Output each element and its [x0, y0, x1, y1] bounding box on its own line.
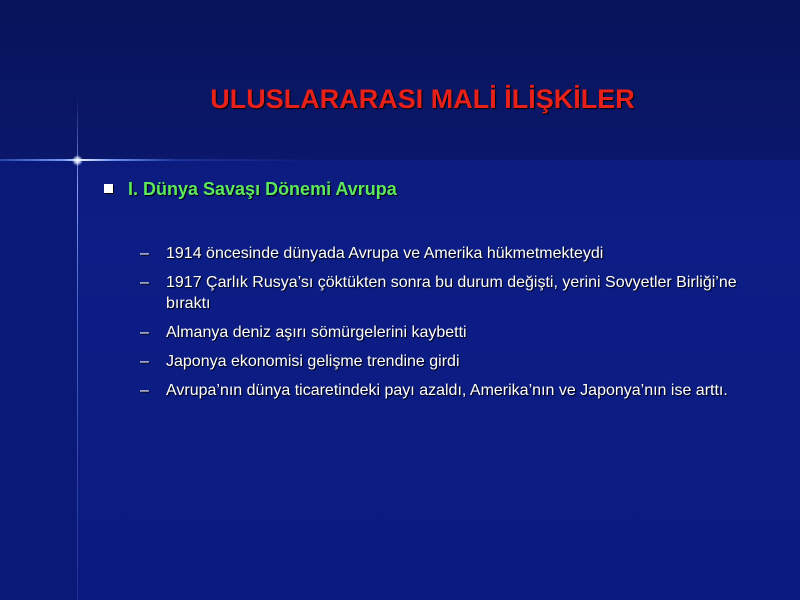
left-margin-strip	[0, 160, 78, 600]
bullet-item	[104, 178, 784, 200]
sub-bullet-item	[140, 272, 770, 314]
decorative-sparkle	[72, 155, 83, 166]
sub-bullet-item	[140, 380, 770, 401]
sub-bullet-text: Avrupa’nın dünya ticaretindeki payı azaldı, Amerika’nın ve Japonya’nın ise arttı.	[166, 382, 728, 399]
title-band	[0, 0, 800, 160]
decorative-vertical-line	[77, 96, 78, 600]
sub-bullet-text: 1917 Çarlık Rusya’sı çöktükten sonra bu durum değişti, yerini Sovyetler Birliği’ne bıraktı	[166, 274, 737, 312]
decorative-horizontal-line	[0, 159, 800, 161]
dash-bullet-icon: –	[140, 324, 149, 341]
sub-bullet-item	[140, 243, 770, 264]
dash-bullet-icon: –	[140, 245, 149, 262]
bullet-heading: I. Dünya Savaşı Dönemi Avrupa	[128, 179, 397, 199]
square-bullet-icon	[104, 184, 113, 193]
sub-bullet-item	[140, 322, 770, 343]
sub-bullet-item	[140, 351, 770, 372]
slide-title: ULUSLARARASI MALİ İLİŞKİLER	[210, 84, 635, 114]
dash-bullet-icon: –	[140, 382, 149, 399]
sub-bullet-text: Almanya deniz aşırı sömürgelerini kaybetti	[166, 324, 467, 341]
dash-bullet-icon: –	[140, 353, 149, 370]
sub-bullet-text: Japonya ekonomisi gelişme trendine girdi	[166, 353, 460, 370]
sub-bullet-list	[140, 243, 770, 409]
sub-bullet-text: 1914 öncesinde dünyada Avrupa ve Amerika hükmetmekteydi	[166, 245, 604, 262]
slide-content	[104, 178, 784, 200]
dash-bullet-icon: –	[140, 274, 149, 291]
